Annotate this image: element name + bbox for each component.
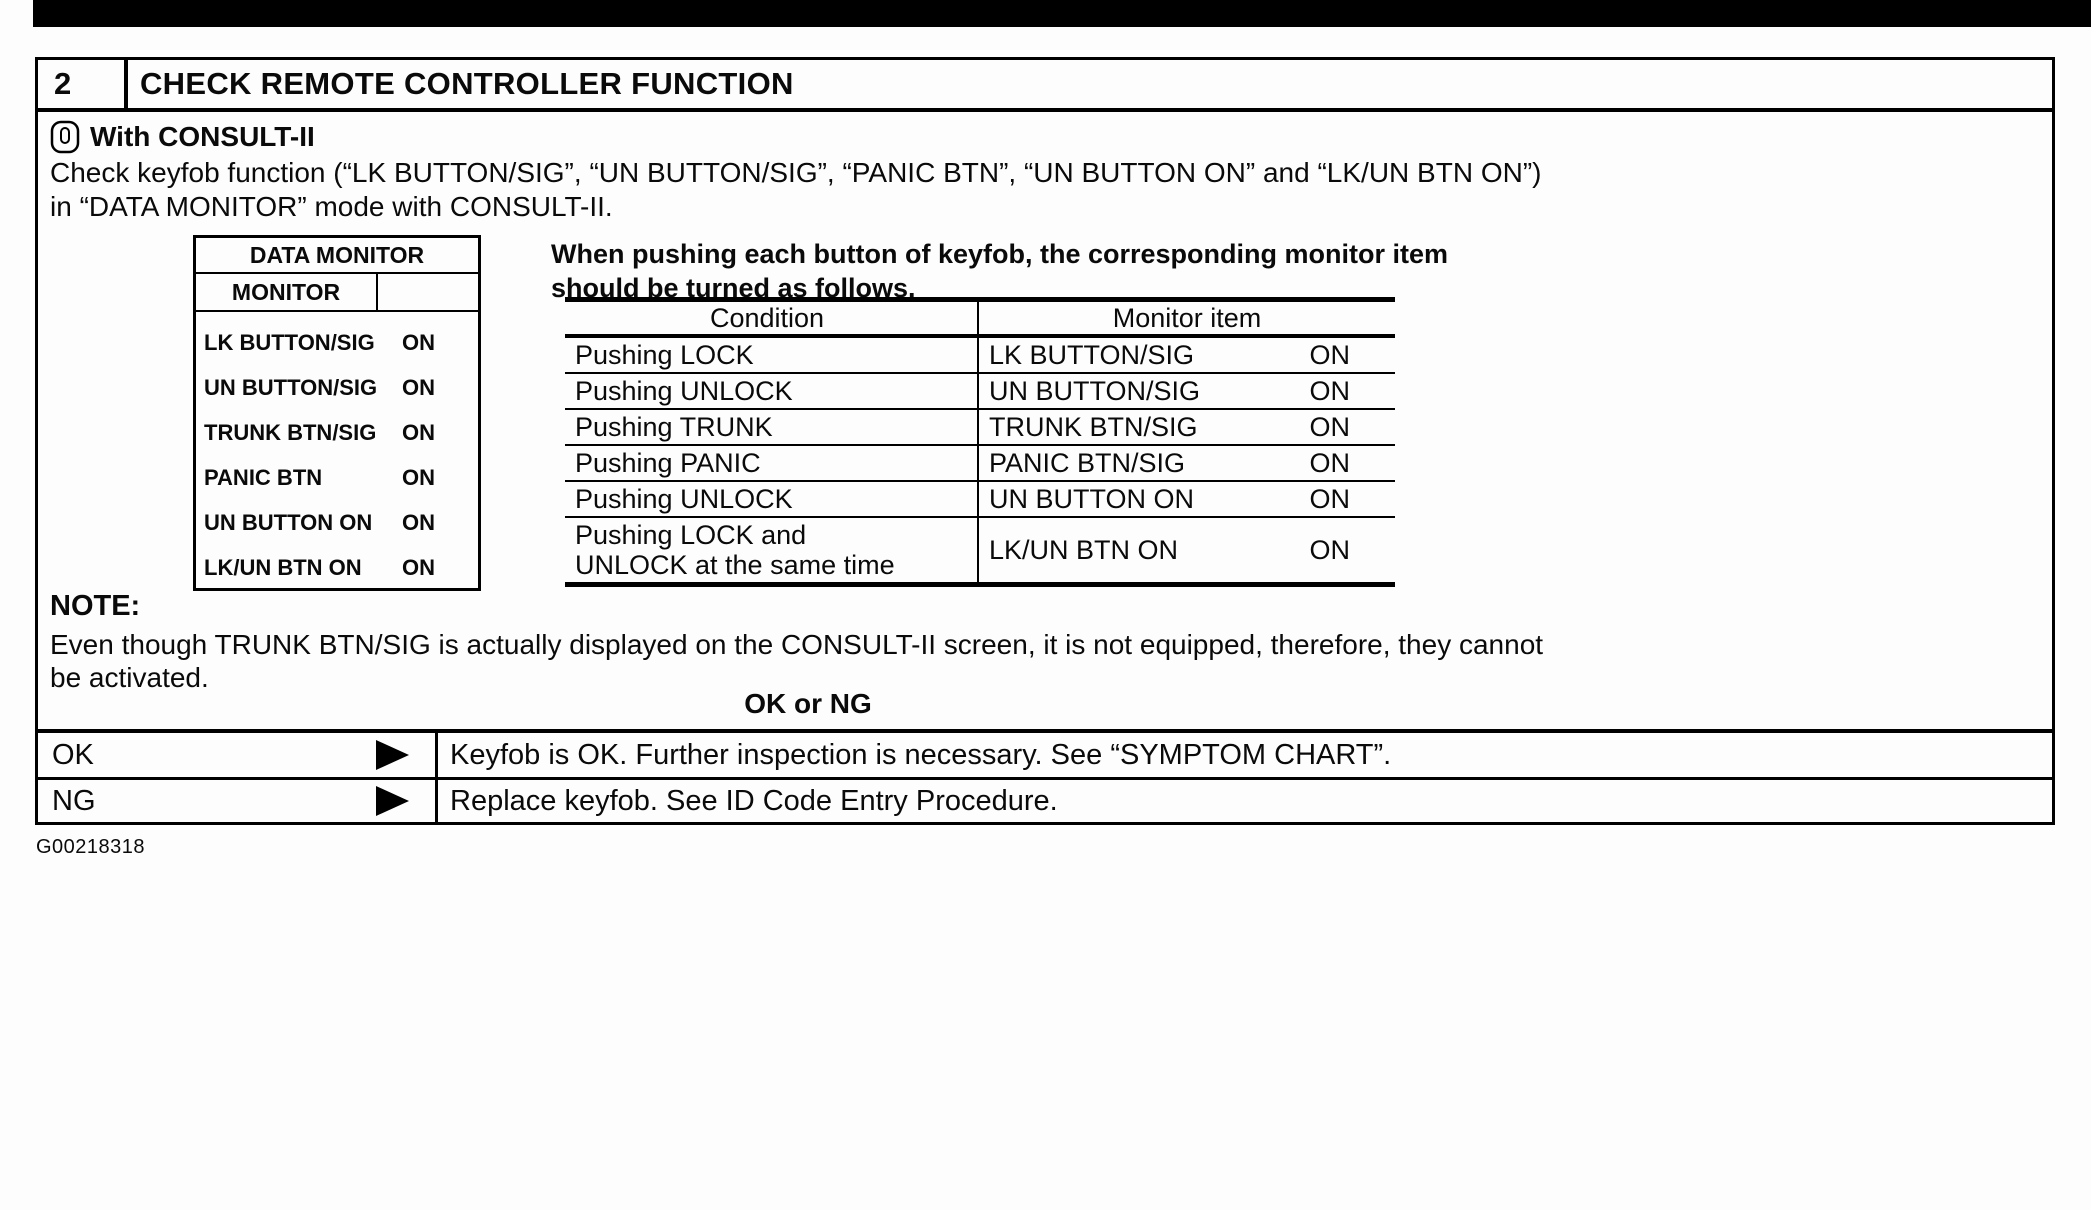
monitor-cell (979, 374, 1395, 408)
body-paragraph (50, 156, 1541, 224)
monitor-item-value: ON (402, 554, 435, 580)
note-text: Even though TRUNK BTN/SIG is actually displayed on the CONSULT-II screen, it is not equipped, therefore, they cannot be activated. (50, 629, 1544, 693)
monitor-name: LK BUTTON/SIG (989, 339, 1195, 370)
result-row-ng (38, 777, 2052, 822)
intro-line-2: should be turned as follows. (551, 273, 916, 303)
monitor-item-value: ON (402, 509, 435, 535)
condition-cell: Pushing PANIC (565, 446, 979, 480)
monitor-cell (979, 338, 1395, 372)
monitor-state: ON (1309, 447, 1350, 478)
monitor-item-value: ON (402, 419, 435, 445)
monitor-cell (979, 518, 1395, 582)
monitor-state: ON (1309, 375, 1350, 406)
condition-cell: Pushing LOCK and UNLOCK at the same time (565, 518, 979, 582)
monitor-name: LK/UN BTN ON (989, 534, 1179, 565)
monitor-item-value: ON (402, 464, 435, 490)
data-monitor-header-empty (378, 274, 478, 310)
data-monitor-panel (193, 235, 481, 591)
arrow-right-icon (376, 786, 409, 816)
monitor-state: ON (1309, 411, 1350, 442)
procedure-box (35, 57, 2055, 825)
result-rows (38, 729, 2052, 822)
result-label: OK (52, 738, 94, 771)
monitor-state: ON (1309, 483, 1350, 514)
result-row-ok (38, 729, 2052, 777)
monitor-name: UN BUTTON ON (989, 483, 1195, 514)
table-row (565, 410, 1395, 446)
monitor-item-label: UN BUTTON ON (204, 509, 373, 535)
procedure-header (38, 60, 2052, 112)
condition-table (565, 297, 1395, 587)
column-header-monitor-item: Monitor item (1112, 302, 1262, 333)
monitor-item-label: LK/UN BTN ON (204, 554, 362, 580)
result-left-cell (38, 780, 438, 822)
page-top-rule (33, 0, 2091, 27)
monitor-cell (979, 482, 1395, 516)
arrow-right-icon (376, 740, 409, 770)
monitor-state: ON (1309, 339, 1350, 370)
monitor-cell (979, 446, 1395, 480)
monitor-item-value: ON (402, 329, 435, 355)
table-row (565, 518, 1395, 587)
monitor-name: UN BUTTON/SIG (989, 375, 1201, 406)
data-monitor-header: MONITOR (196, 274, 378, 310)
condition-table-intro (551, 237, 1448, 305)
list-item (196, 320, 478, 365)
figure-id: G00218318 (36, 836, 146, 858)
list-item (196, 455, 478, 500)
step-number: 2 (38, 60, 128, 108)
table-row (565, 338, 1395, 374)
monitor-state: ON (1309, 534, 1350, 565)
result-label: NG (52, 784, 96, 817)
body-line-2: in “DATA MONITOR” mode with CONSULT-II. (50, 191, 613, 222)
note-label: NOTE: (50, 590, 141, 622)
consult-ii-icon (50, 120, 80, 154)
monitor-item-label: UN BUTTON/SIG (204, 374, 378, 400)
monitor-name: TRUNK BTN/SIG (989, 411, 1198, 442)
result-left-cell (38, 733, 438, 777)
table-row (565, 482, 1395, 518)
table-row (565, 446, 1395, 482)
monitor-name: PANIC BTN/SIG (989, 447, 1186, 478)
monitor-item-label: TRUNK BTN/SIG (204, 419, 377, 445)
condition-cell: Pushing UNLOCK (565, 482, 979, 516)
list-item (196, 410, 478, 455)
condition-cell: Pushing TRUNK (565, 410, 979, 444)
data-monitor-title: DATA MONITOR (196, 238, 478, 274)
table-row (565, 374, 1395, 410)
condition-cell: Pushing UNLOCK (565, 374, 979, 408)
body-line-1: Check keyfob function (“LK BUTTON/SIG”, “UN BUTTON/SIG”, “PANIC BTN”, “UN BUTTON ON” and “LK/UN BTN ON”) (50, 157, 1542, 188)
list-item (196, 365, 478, 410)
list-item (196, 545, 478, 590)
list-item (196, 500, 478, 545)
data-monitor-items (196, 312, 478, 590)
column-header-condition: Condition (565, 302, 979, 334)
monitor-item-label: PANIC BTN (204, 464, 323, 490)
consult-heading: With CONSULT-II (90, 121, 315, 152)
monitor-item-label: LK BUTTON/SIG (204, 329, 375, 355)
monitor-cell (979, 410, 1395, 444)
condition-table-header (565, 302, 1395, 338)
result-description: Replace keyfob. See ID Code Entry Procedure. (450, 784, 1058, 817)
result-description: Keyfob is OK. Further inspection is necessary. See “SYMPTOM CHART”. (450, 738, 1392, 771)
page-title: CHECK REMOTE CONTROLLER FUNCTION (140, 66, 794, 101)
condition-cell: Pushing LOCK (565, 338, 979, 372)
result-heading: OK or NG (744, 688, 872, 719)
intro-line-1: When pushing each button of keyfob, the corresponding monitor item (551, 239, 1448, 269)
consult-heading-line (50, 120, 315, 154)
monitor-item-value: ON (402, 374, 435, 400)
data-monitor-header-row (196, 274, 478, 312)
